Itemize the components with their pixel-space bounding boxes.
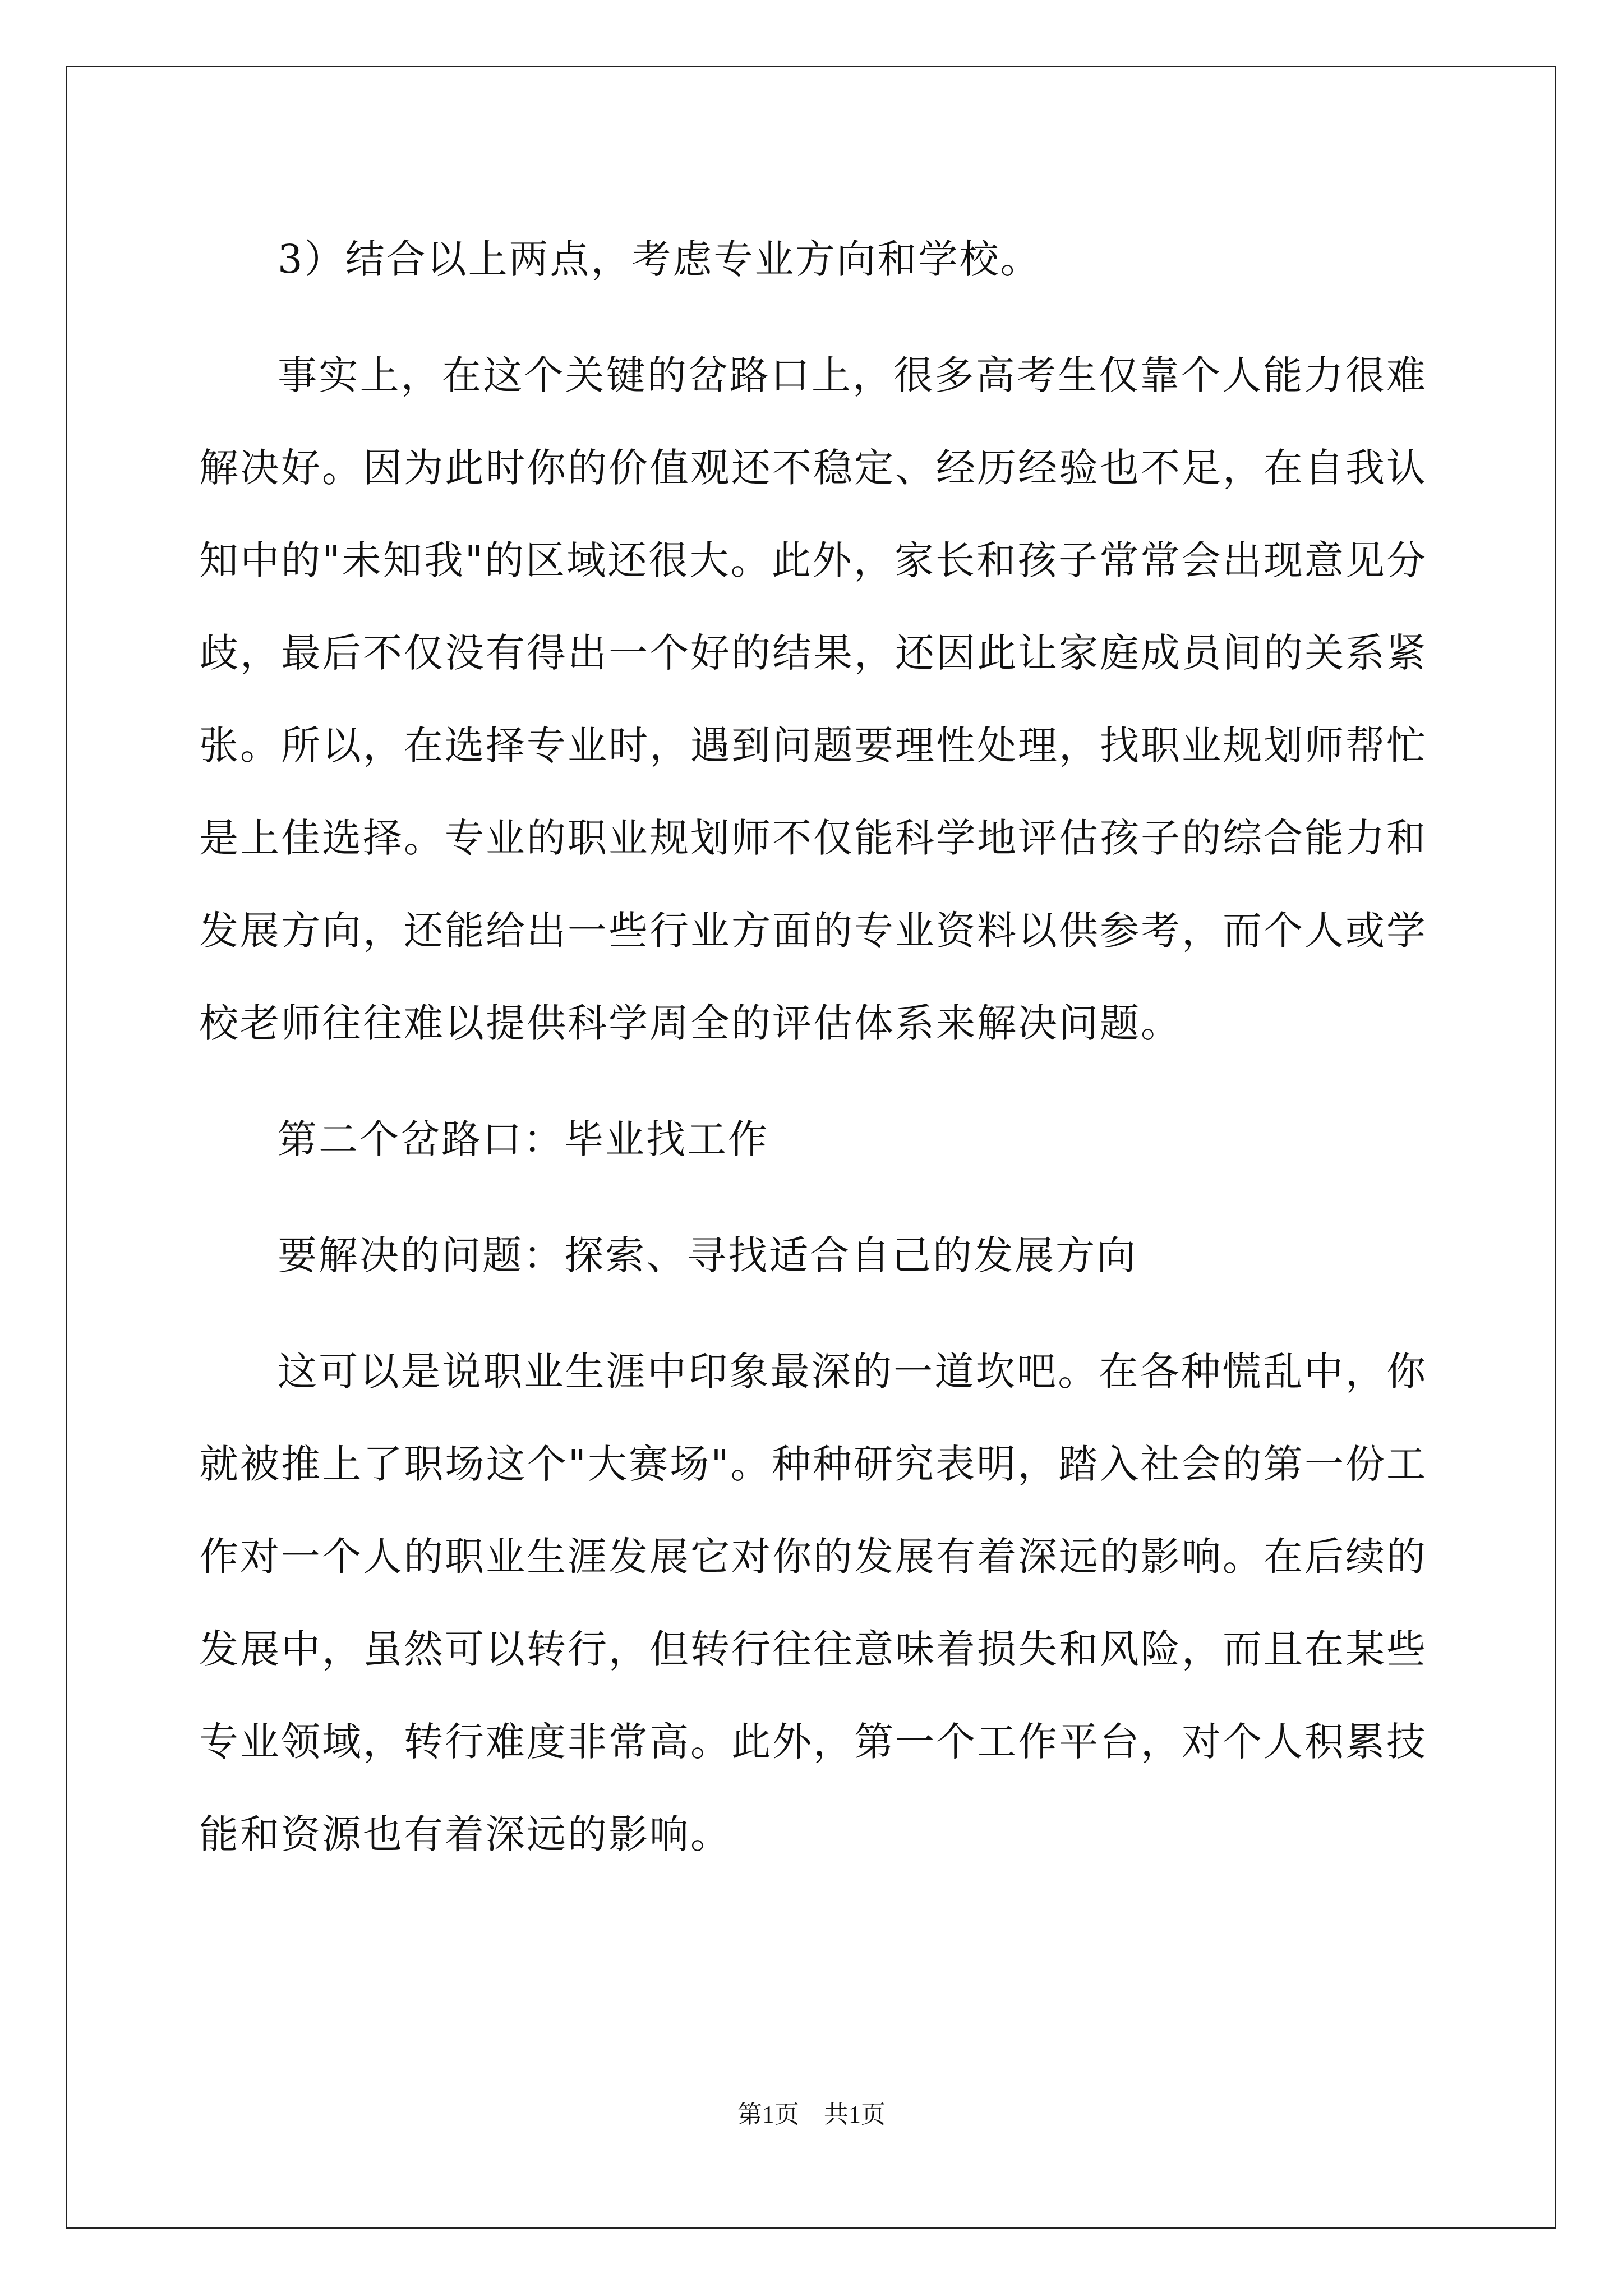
paragraph-2: 事实上，在这个关键的岔路口上，很多高考生仅靠个人能力很难解决好。因为此时你的价值观还不稳定、经历经验也不足，在自我认知中的"未知我"的区域还很大。此外，家长和孩子常常会出现意见分歧，最后不仅没有得出一个好的结果，还因此让家庭成员间的关系紧张。所以，在选择专业时，遇到问题要理性处理，找职业规划师帮忙是上佳选择。专业的职业规划师不仅能科学地评估孩子的综合能力和发展方向，还能给出一些行业方面的专业资料以供参考，而个人或学校老师往往难以提供科学周全的评估体系来解决问题。 xyxy=(199,352,1427,1046)
paragraph-5: 这可以是说职业生涯中印象最深的一道坎吧。在各种慌乱中，你就被推上了职场这个"大赛场"。种种研究表明，踏入社会的第一份工作对一个人的职业生涯发展它对你的发展有着深远的影响。在后续的发展中，虽然可以转行，但转行往往意味着损失和风险，而且在某些专业领域，转行难度非常高。此外，第一个工作平台，对个人积累技能和资源也有着深远的影响。 xyxy=(199,1349,1427,1857)
page-number-current: 第1页 xyxy=(737,2101,799,2128)
document-body xyxy=(199,213,1427,1904)
page-number-total: 共1页 xyxy=(824,2101,886,2128)
page-footer xyxy=(0,2098,1623,2132)
paragraph-3-heading: 第二个岔路口：毕业找工作 xyxy=(278,1116,769,1162)
paragraph-4-subheading: 要解决的问题：探索、寻找适合自己的发展方向 xyxy=(278,1232,1137,1278)
paragraph-1: 3）结合以上两点，考虑专业方向和学校。 xyxy=(278,236,1041,282)
